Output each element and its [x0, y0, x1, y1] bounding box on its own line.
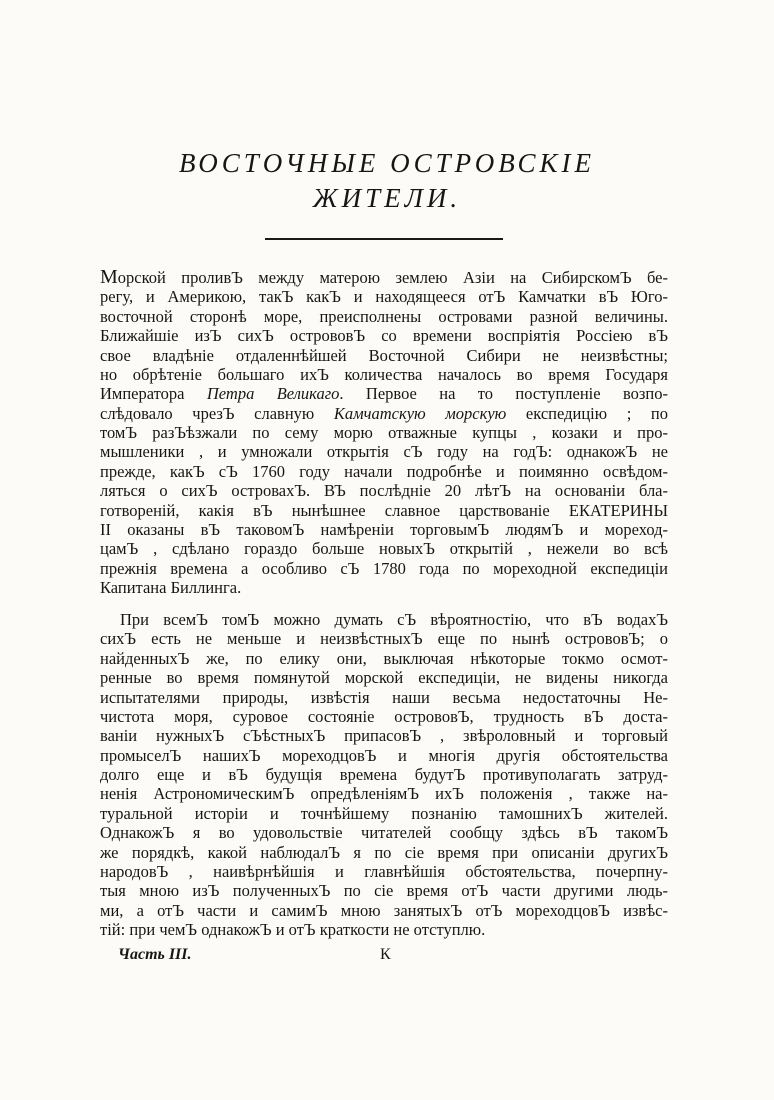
text-line: долго еще и вЪ будущія времена будутЪ противуполагать затруд- [100, 765, 668, 784]
text-line: сихЪ есть не меньше и неизвѣстныхЪ еще по нынѣ острововЪ; о [100, 629, 668, 649]
text-segment: експедицію ; по [506, 403, 668, 423]
text-line: ваніи нужныхЪ сЪѣстныхЪ припасовЪ , звѣроловный и торговый [100, 726, 668, 746]
text-line: мышленики , и умножали открытія сЪ году на годЪ: однакожЪ не [100, 442, 668, 462]
text-line: тыя мною изЪ полученныхЪ по сіе время отЪ части другими людь- [100, 881, 668, 901]
italic-phrase: Камчатскую морскую [333, 403, 507, 423]
signature-mark: К [380, 946, 391, 963]
text-line: чистота моря, суровое состояніе острововЪ, трудность вЪ доста- [100, 706, 668, 726]
text-line: прежде, какЪ сЪ 1760 году начали подробнѣе и поимянно освѣдом- [100, 461, 668, 481]
text-line: тій: при чемЪ однакожЪ и отЪ краткости не отступлю. [100, 920, 486, 939]
italic-phrase: Петра Великаго [206, 384, 340, 404]
text-line: Ближайшіе изЪ сихЪ острововЪ со времени воспріятія Россіею вЪ [100, 326, 668, 346]
page-footer [0, 944, 774, 966]
chapter-title-line-1: ВОСТОЧНЫЕ ОСТРОВСКІЕ [179, 148, 595, 178]
text-line: II оказаны вЪ таковомЪ намѣреніи торговымЪ людямЪ и мореход- [100, 519, 668, 539]
chapter-title [0, 146, 774, 216]
text-line: восточной сторонѣ море, преисполнены островами разной величины. [100, 306, 668, 326]
text-line: ми, а отЪ части и самимЪ мною занятыхЪ отЪ мореходцовЪ извѣс- [100, 900, 668, 920]
text-line [100, 384, 668, 403]
volume-part-label: Часть III. [118, 946, 192, 963]
text-line: но обрѣтеніе большаго ихЪ количества началось во время Государя [100, 364, 668, 384]
text-line: ненія АстрономическимЪ опредѣленіямЪ ихЪ положенія , также на- [100, 784, 668, 804]
text-line: ОднакожЪ я во удовольствіе читателей сообщу здѣсь вЪ такомЪ [100, 823, 668, 843]
paragraph-1 [100, 268, 668, 597]
text-line: прежнія времена а особливо сЪ 1780 года по мореходной експедиціи [100, 558, 668, 578]
text-segment: слѣдовало чрезЪ славную [100, 403, 334, 423]
text-line: туральной исторіи и точнѣйшему познанію тамошнихЪ жителей. [100, 803, 668, 823]
text-line: цамЪ , сдѣлано гораздо больше новыхЪ открытій , нежели во всѣ [100, 539, 668, 559]
text-line: свое владѣніе отдаленнѣйшей Восточной Сибири не неизвѣстны; [100, 345, 668, 365]
text-line: ренные во время помянутой морской експедиціи, не видены никогда [100, 668, 668, 688]
text-line: томЪ разЪѣзжали по сему морю отважные купцы , козаки и про- [100, 423, 668, 442]
text-line: же порядкѣ, какой наблюдалЪ я по сіе время при описаніи другихЪ [100, 842, 668, 862]
text-segment: . Первое на то поступленіе возпо- [339, 384, 668, 404]
text-line: регу, и Америкою, такЪ какЪ и находящееся отЪ Камчатки вЪ Юго- [100, 287, 668, 307]
text-line: Морской проливЪ между матерою землею Азіи на СибирскомЪ бе- [100, 268, 668, 288]
title-divider [265, 238, 503, 240]
text-line: народовЪ , наивѣрнѣйшія и главнѣйшія обстоятельства, почерпну- [100, 861, 668, 881]
text-segment: Императора [100, 384, 207, 404]
text-line: найденныхЪ же, по елику они, выключая нѣкоторые токмо осмот- [100, 648, 668, 668]
text-line: готвореній, какія вЪ нынѣшнее славное царствованіе ЕКАТЕРИНЫ [100, 500, 668, 520]
text-line: При всемЪ томЪ можно думать сЪ вѣроятностію, что вЪ водахЪ [120, 610, 668, 629]
chapter-title-line-2: ЖИТЕЛИ. [312, 183, 462, 213]
paragraph-2 [100, 610, 668, 939]
text-line [100, 404, 668, 423]
text-line: промыселЪ нашихЪ мореходцовЪ и многія другія обстоятельства [100, 745, 668, 765]
text-line: Капитана Биллинга. [100, 578, 242, 597]
text-line: испытателями природы, извѣстія наши весьма недостаточны Не- [100, 687, 668, 707]
text-line: ляться о сихЪ островахЪ. ВЪ послѣдніе 20 лѣтЪ на основаніи бла- [100, 481, 668, 501]
